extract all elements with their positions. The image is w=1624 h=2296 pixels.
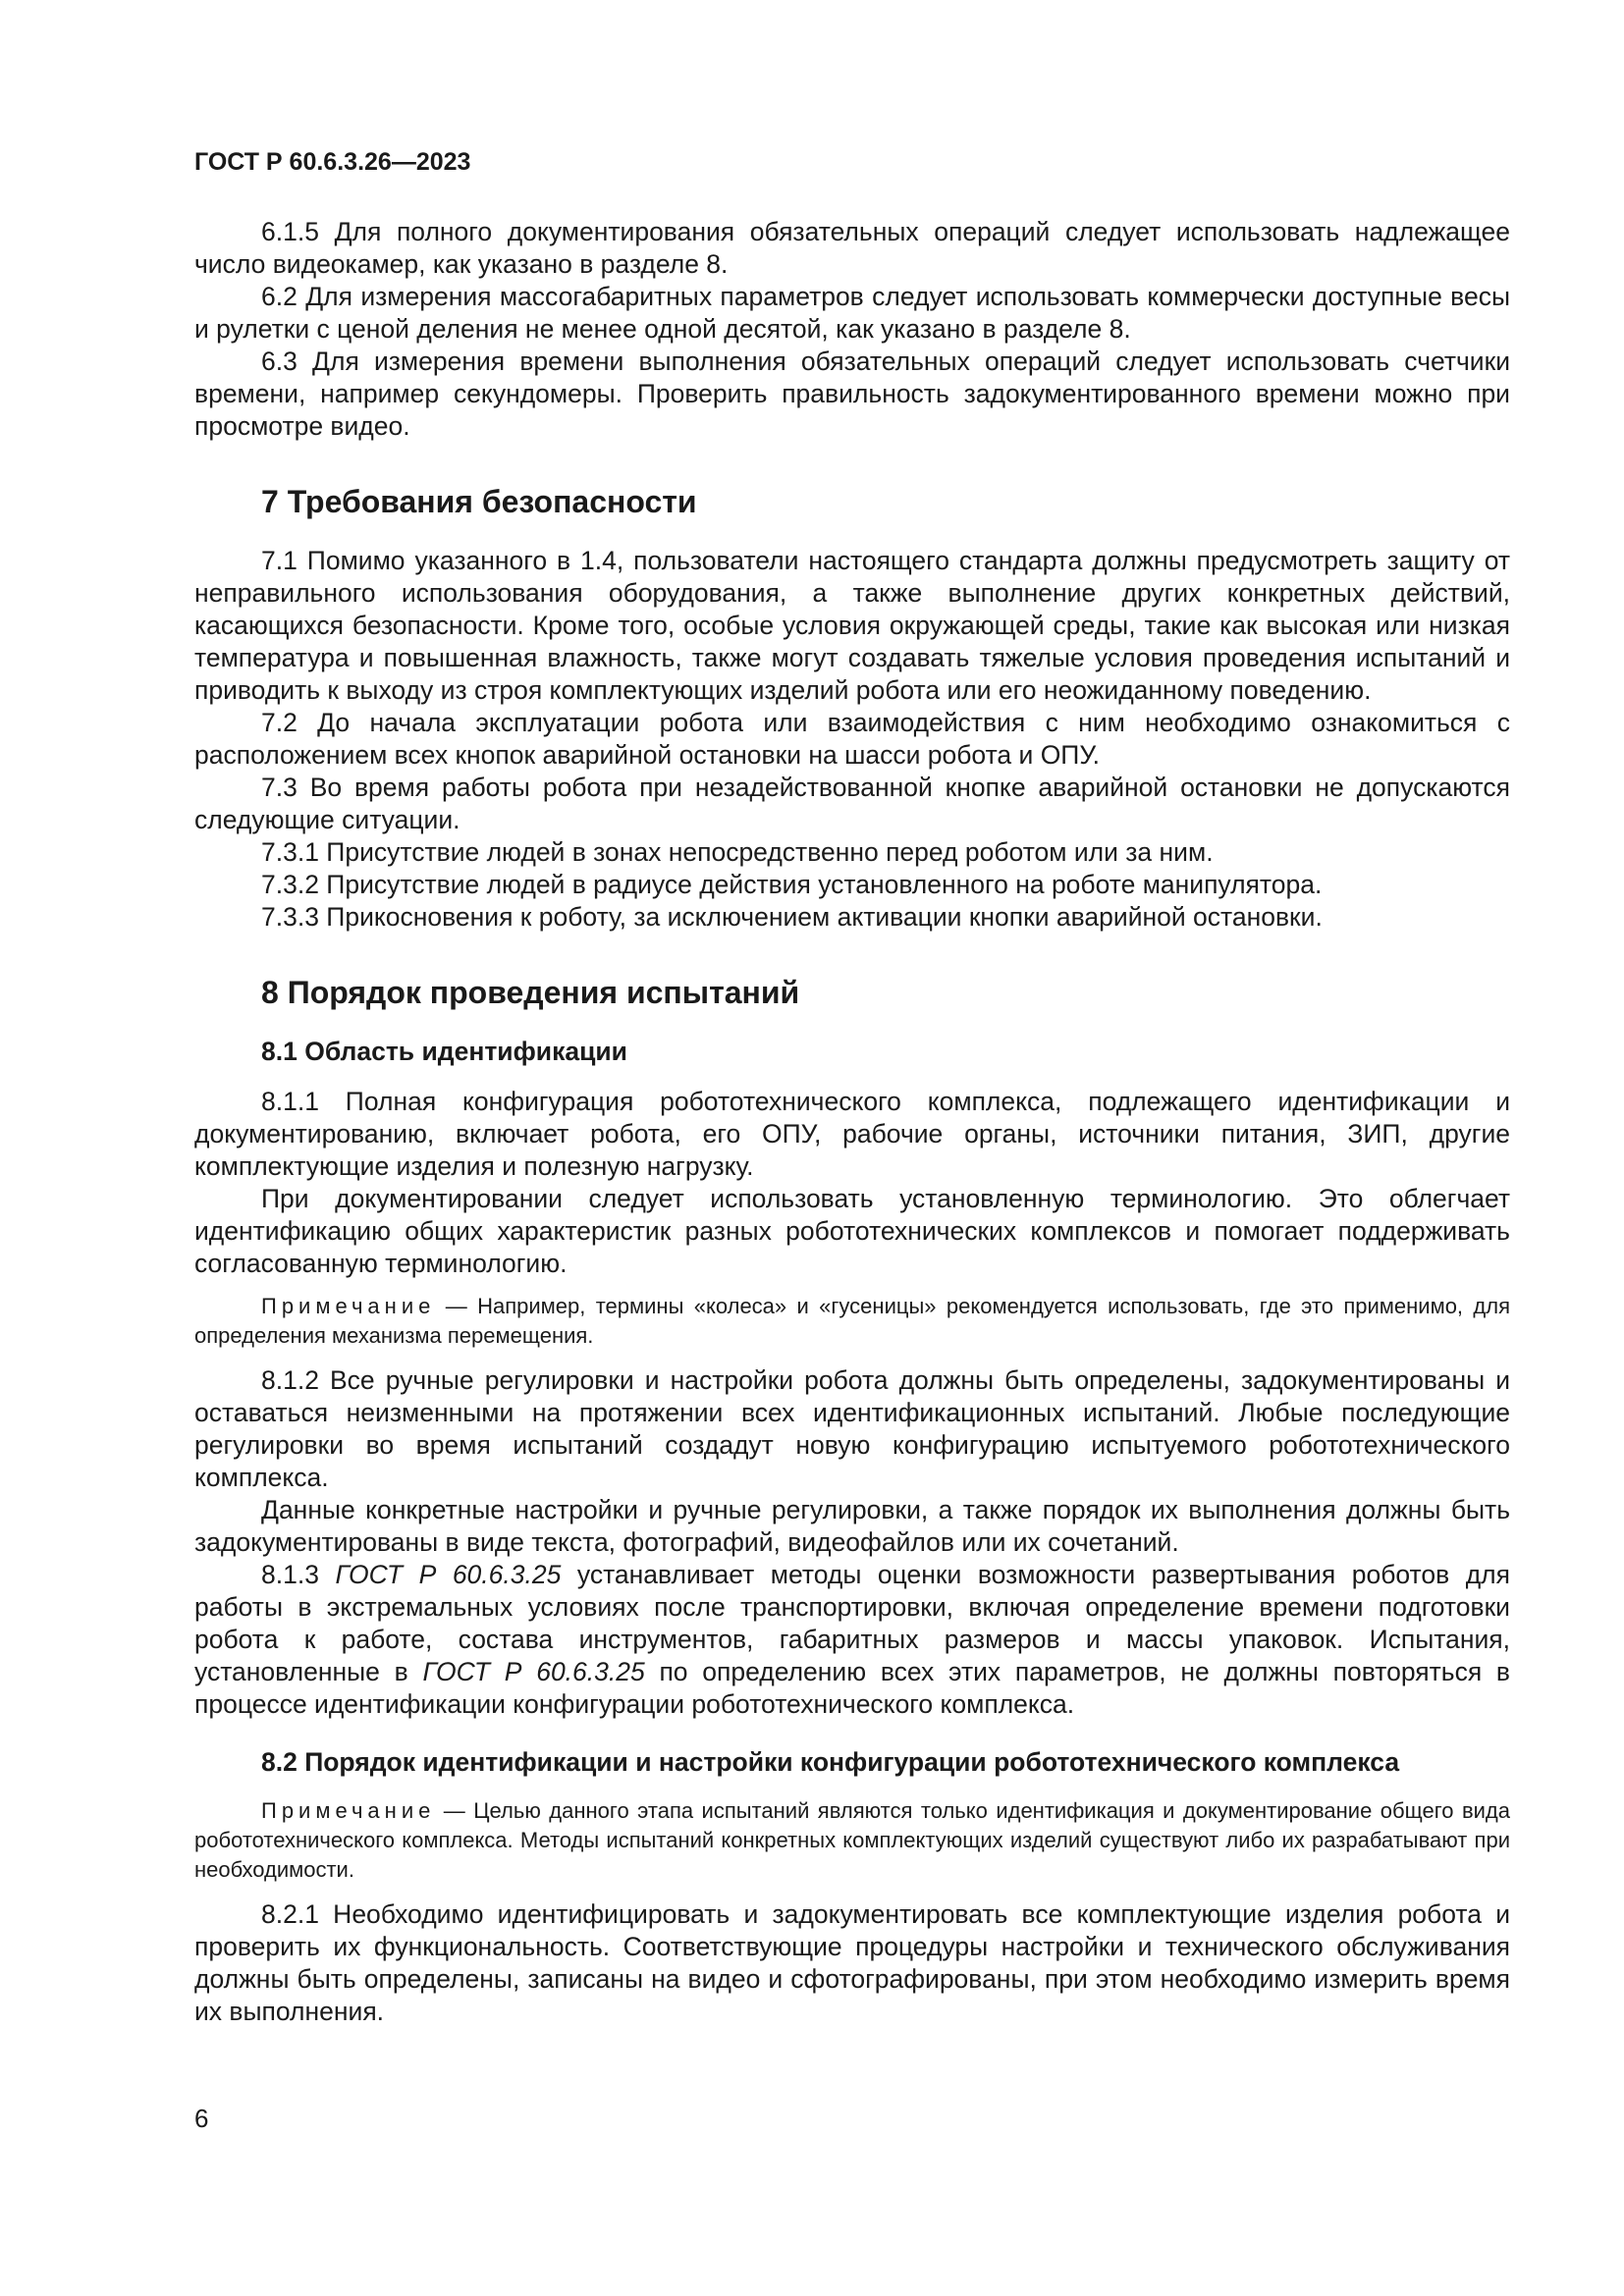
note-8-2 (194, 1796, 1510, 1885)
note-text: — Целью данного этапа испытаний являются только идентификация и документирование общего вида робототехнического комплекса. Методы испытаний конкретных комплектующих изделий существуют либо их разрабатывают при необходимости. (194, 1798, 1510, 1882)
paragraph-8-1-3-start: 8.1.3 (261, 1560, 336, 1589)
paragraph-7-3-3: 7.3.3 Прикосновения к роботу, за исключением активации кнопки аварийной остановки. (261, 902, 1323, 932)
note-text: — Например, термины «колеса» и «гусеницы» рекомендуется использовать, где это применимо, для определения механизма перемещения. (194, 1294, 1510, 1348)
paragraph-8-1-3-end: по определению всех этих параметров, не должны повторяться в процессе идентификации конфигурации робототехнического комплекса. (194, 1657, 1510, 1719)
paragraph-8-2-1: 8.2.1 Необходимо идентифицировать и задокументировать все комплектующие изделия робота и проверить их функциональность. Соответствующие процедуры настройки и технического обслуживания должны быть определены, записаны на видео и сфотографированы, при этом необходимо измерить время их выполнения. (194, 1899, 1510, 2026)
note-label: Примечание (261, 1294, 436, 1318)
paragraph-8-1-3-middle: устанавливает методы оценки возможности развертывания роботов для работы в экстремальных условиях после транспортировки, включая определение времени подготовки робота к работе, состава инструментов, габаритных размеров и массы упаковок. Испытания, установленные в (194, 1560, 1510, 1686)
paragraph-7-2: 7.2 До начала эксплуатации робота или взаимодействия с ним необходимо ознакомиться с расположением всех кнопок аварийной остановки на шасси робота и ОПУ. (194, 708, 1510, 770)
subsection-8-2-heading: 8.2 Порядок идентификации и настройки конфигурации робототехнического комплекса (261, 1747, 1400, 1777)
document-code-header: ГОСТ Р 60.6.3.26—2023 (194, 148, 471, 176)
paragraph-8-1-1-terminology: При документировании следует использовать установленную терминологию. Это облегчает идентификацию общих характеристик разных робототехнических комплексов и помогает поддерживать согласованную терминологию. (194, 1184, 1510, 1278)
section-7-heading: 7 Требования безопасности (261, 484, 697, 519)
paragraph-7-3: 7.3 Во время работы робота при незадействованной кнопке аварийной остановки не допускаются следующие ситуации. (194, 773, 1510, 834)
paragraph-6-3: 6.3 Для измерения времени выполнения обязательных операций следует использовать счетчики времени, например секундомеры. Проверить правильность задокументированного времени можно при просмотре видео. (194, 347, 1510, 441)
note-8-1 (194, 1292, 1510, 1351)
note-label: Примечание (261, 1798, 436, 1823)
page-number: 6 (194, 2104, 209, 2133)
paragraph-6-1-5: 6.1.5 Для полного документирования обязательных операций следует использовать надлежащее число видеокамер, как указано в разделе 8. (194, 217, 1510, 279)
document-page (194, 147, 1510, 2028)
standard-reference: ГОСТ Р 60.6.3.25 (335, 1560, 562, 1589)
paragraph-7-3-1: 7.3.1 Присутствие людей в зонах непосредственно перед роботом или за ним. (261, 837, 1214, 867)
paragraph-6-2: 6.2 Для измерения массогабаритных параметров следует использовать коммерчески доступные весы и рулетки с ценой деления не менее одной десятой, как указано в разделе 8. (194, 282, 1510, 344)
paragraph-8-1-2: 8.1.2 Все ручные регулировки и настройки робота должны быть определены, задокументированы и оставаться неизменными на протяжении всех идентификационных испытаний. Любые последующие регулировки во время испытаний создадут новую конфигурацию испытуемого робототехнического комплекса. (194, 1365, 1510, 1492)
subsection-8-1-heading: 8.1 Область идентификации (261, 1037, 627, 1066)
paragraph-8-1-2-documentation: Данные конкретные настройки и ручные регулировки, а также порядок их выполнения должны быть задокументированы в виде текста, фотографий, видеофайлов или их сочетаний. (194, 1495, 1510, 1557)
paragraph-8-1-3 (194, 1559, 1510, 1721)
section-8-heading: 8 Порядок проведения испытаний (261, 975, 800, 1010)
paragraph-8-1-1: 8.1.1 Полная конфигурация робототехнического комплекса, подлежащего идентификации и документированию, включает робота, его ОПУ, рабочие органы, источники питания, ЗИП, другие комплектующие изделия и полезную нагрузку. (194, 1087, 1510, 1181)
standard-reference: ГОСТ Р 60.6.3.25 (422, 1657, 645, 1686)
paragraph-7-3-2: 7.3.2 Присутствие людей в радиусе действия установленного на роботе манипулятора. (261, 870, 1323, 899)
paragraph-7-1: 7.1 Помимо указанного в 1.4, пользователи настоящего стандарта должны предусмотреть защиту от неправильного использования оборудования, а также выполнение других конкретных действий, касающихся безопасности. Кроме того, особые условия окружающей среды, такие как высокая или низкая температура и повышенная влажность, также могут создавать тяжелые условия проведения испытаний и приводить к выходу из строя комплектующих изделий робота или его неожиданному поведению. (194, 546, 1510, 705)
